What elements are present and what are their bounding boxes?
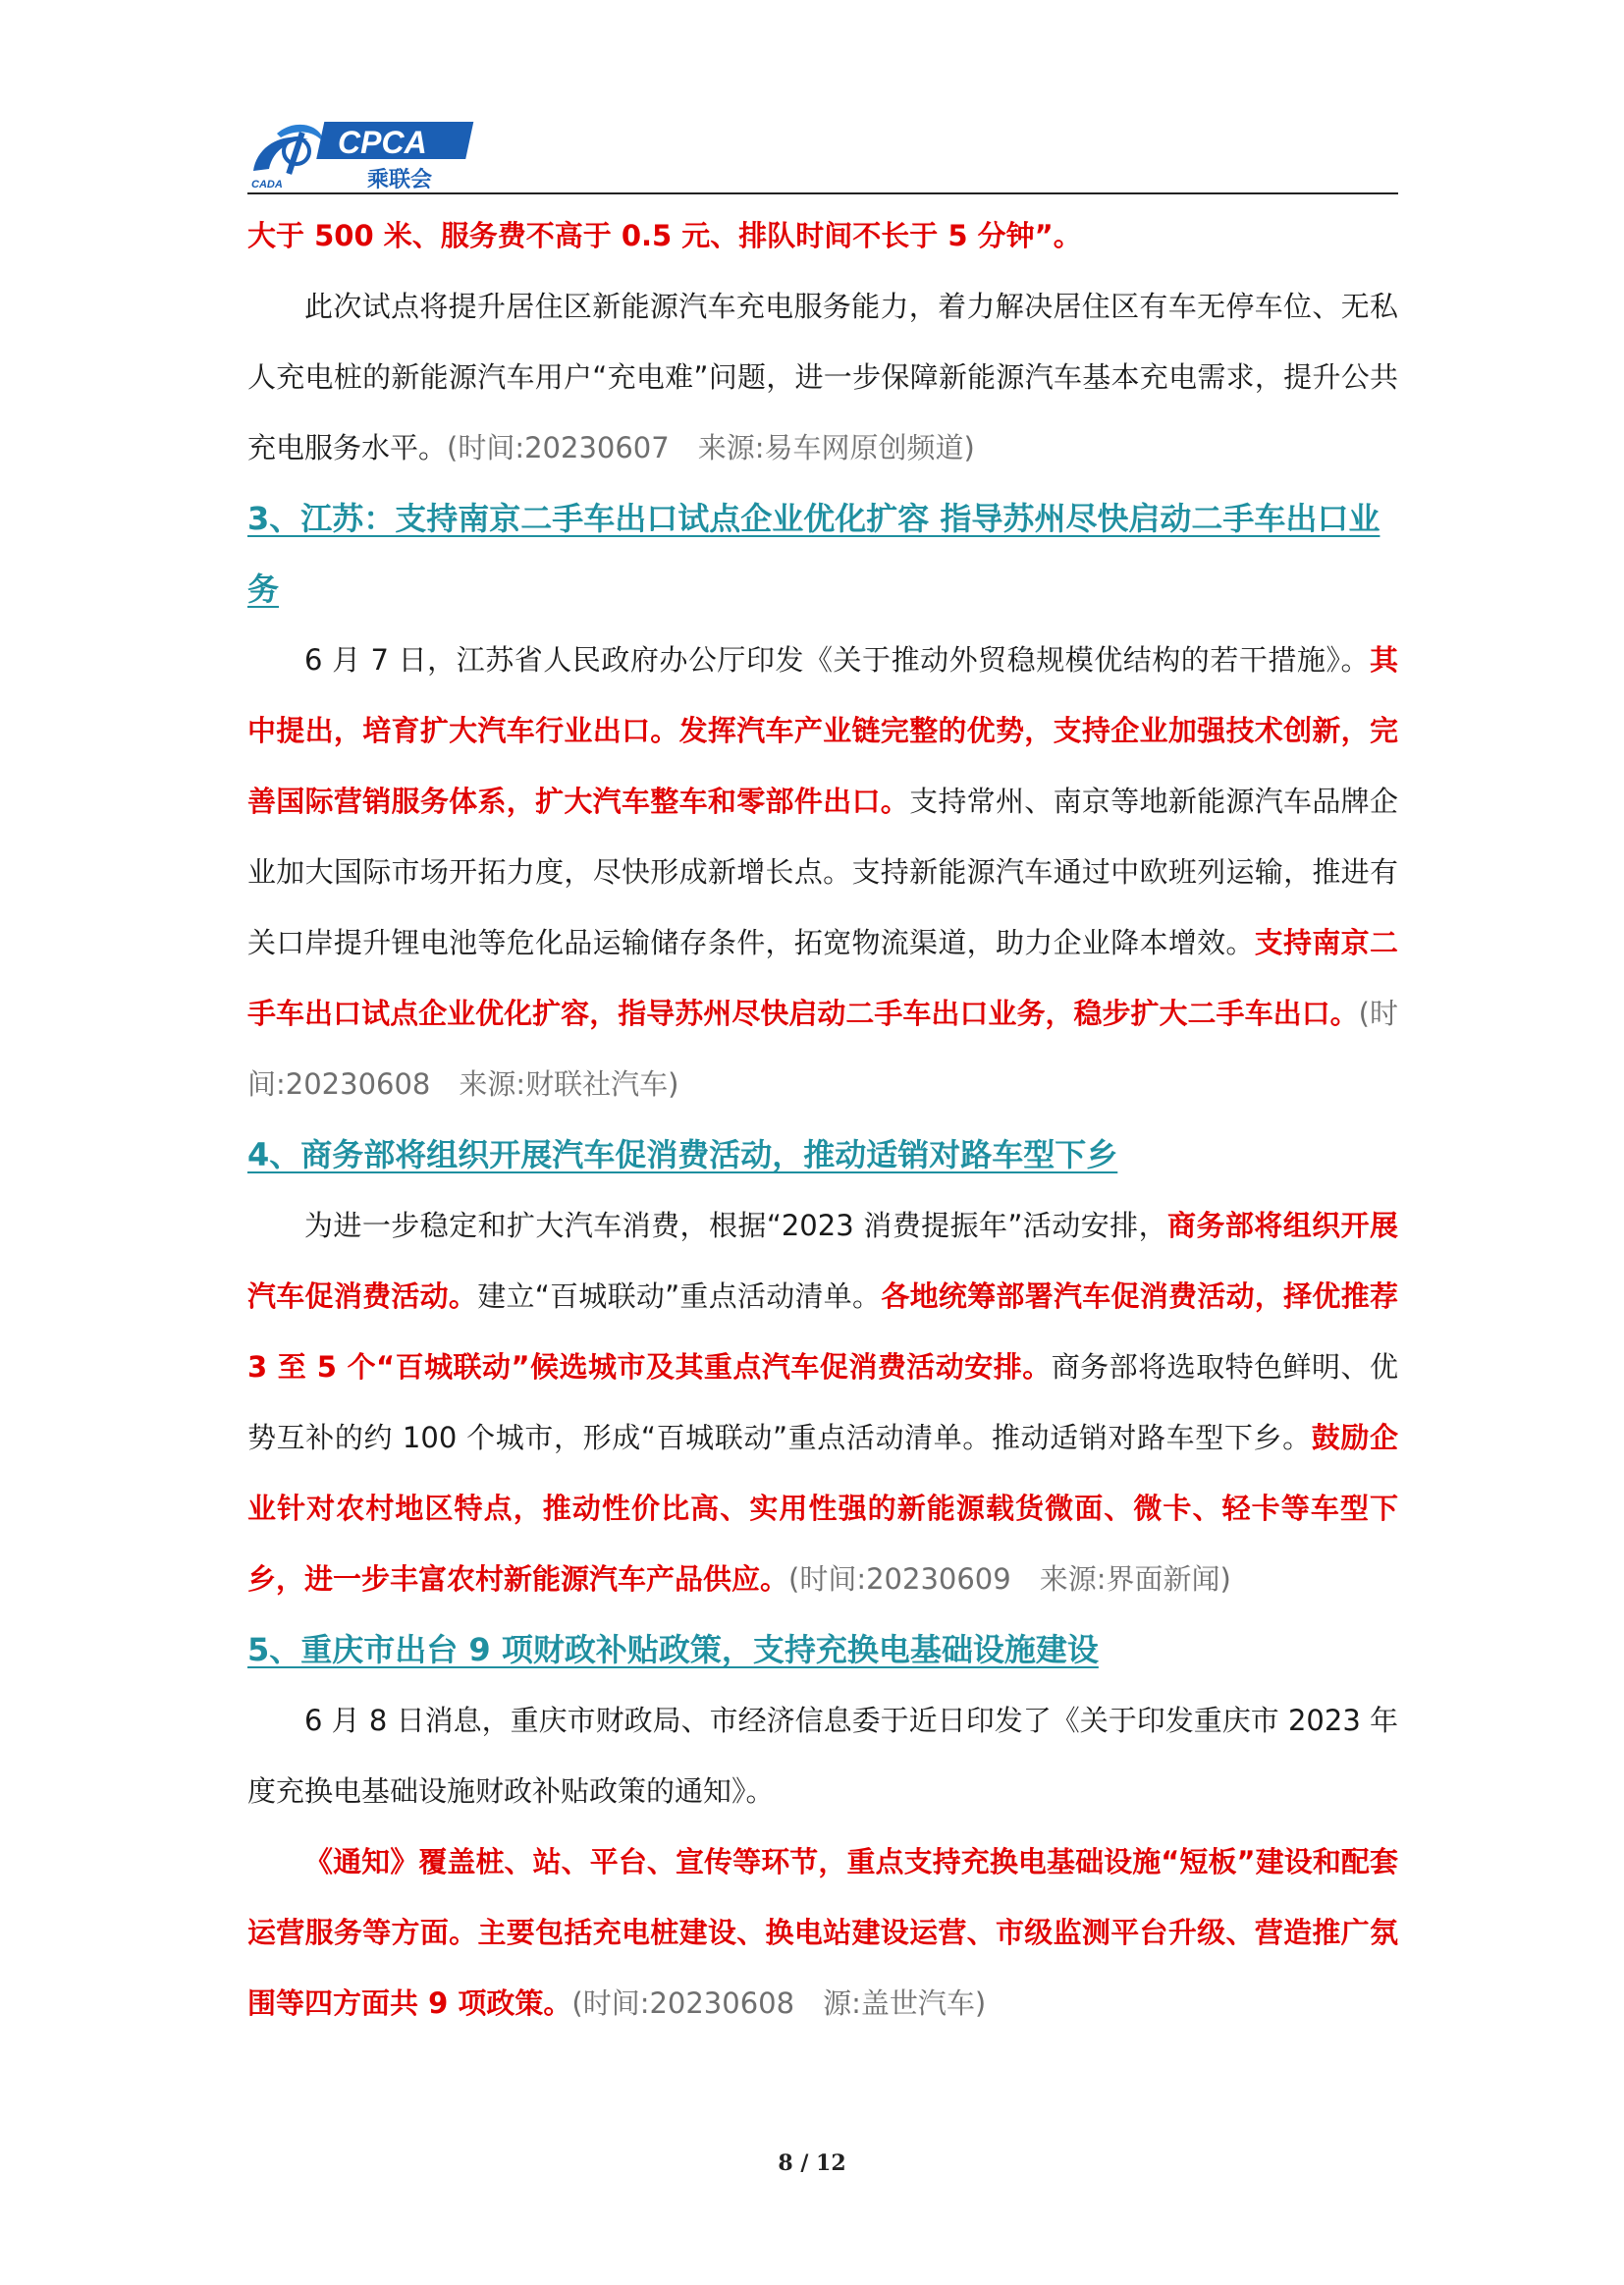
section-4-heading: 4、商务部将组织开展汽车促消费活动，推动适销对路车型下乡: [247, 1136, 1118, 1173]
section-5-paragraph-1: 6 月 8 日消息，重庆市财政局、市经济信息委于近日印发了《关于印发重庆市 2023 年度充换电基础设施财政补贴政策的通知》。: [247, 1704, 1398, 1808]
paragraph-intro: 此次试点将提升居住区新能源汽车充电服务能力，着力解决居住区有车无停车位、无私人充电桩的新能源汽车用户“充电难”问题，进一步保障新能源汽车基本充电需求，提升公共充电服务水平。(时间:20230607 来源:易车网原创频道): [247, 290, 1398, 464]
article-body: [247, 200, 1398, 2039]
section-5-heading: 5、重庆市出台 9 项财政补贴政策，支持充换电基础设施建设: [247, 1631, 1099, 1668]
section-3-heading: 3、江苏：支持南京二手车出口试点企业优化扩容 指导苏州尽快启动二手车出口业务: [247, 500, 1380, 608]
section-5-paragraph-2: 《通知》覆盖桩、站、平台、宣传等环节，重点支持充换电基础设施“短板”建设和配套运营服务等方面。主要包括充电桩建设、换电站建设运营、市级监测平台升级、营造推广氛围等四方面共 9 项政策。(时间:20230608 源:盖世汽车): [247, 1845, 1398, 2020]
section-3-paragraph: 6 月 7 日，江苏省人民政府办公厅印发《关于推动外贸稳规模优结构的若干措施》。其中提出，培育扩大汽车行业出口。发挥汽车产业链完整的优势，支持企业加强技术创新，完善国际营销服务体系，扩大汽车整车和零部件出口。支持常州、南京等地新能源汽车品牌企业加大国际市场开拓力度，尽快形成新增长点。支持新能源汽车通过中欧班列运输，推进有关口岸提升锂电池等危化品运输储存条件，拓宽物流渠道，助力企业降本增效。支持南京二手车出口试点企业优化扩容，指导苏州尽快启动二手车出口业务，稳步扩大二手车出口。(时间:20230608 来源:财联社汽车): [247, 643, 1398, 1101]
page-number: 8 / 12: [778, 2150, 846, 2176]
svg-text:CADA: CADA: [251, 179, 283, 190]
section-4-paragraph: 为进一步稳定和扩大汽车消费，根据“2023 消费提振年”活动安排，商务部将组织开展汽车促消费活动。建立“百城联动”重点活动清单。各地统筹部署汽车促消费活动，择优推荐 3 至 5 个“百城联动”候选城市及其重点汽车促消费活动安排。商务部将选取特色鲜明、优势互补的约 100 个城市，形成“百城联动”重点活动清单。推动适销对路车型下乡。鼓励企业针对农村地区特点，推动性价比高、实用性强的新能源载货微面、微卡、轻卡等车型下乡，进一步丰富农村新能源汽车产品供应。(时间:20230609 来源:界面新闻): [247, 1209, 1398, 1596]
paragraph-continued: 大于 500 米、服务费不高于 0.5 元、排队时间不长于 5 分钟”。: [247, 219, 1082, 252]
svg-text:CPCA: CPCA: [338, 125, 427, 160]
header-divider: [247, 192, 1398, 194]
svg-text:乘联会: 乘联会: [367, 168, 433, 190]
page-header: [247, 114, 1398, 192]
cpca-logo: [247, 114, 483, 190]
